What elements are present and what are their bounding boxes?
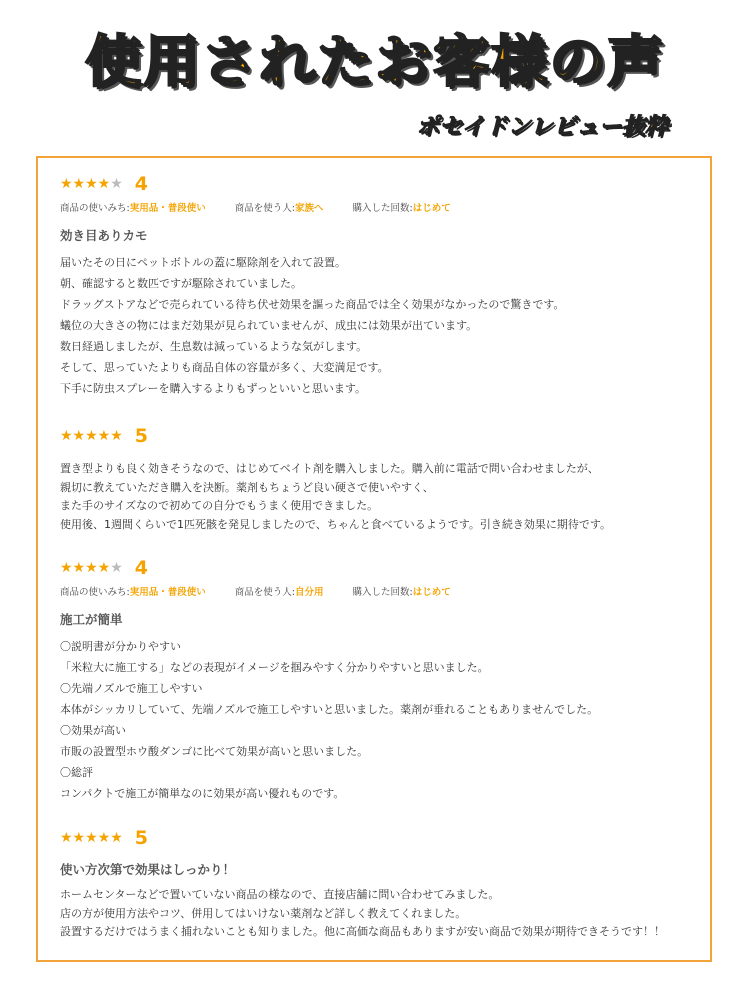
rating-score: 5 — [134, 827, 148, 849]
review-3 — [60, 556, 700, 804]
meta-count: 購入した回数:はじめて — [352, 203, 451, 214]
meta-user: 商品を使う人:自分用 — [234, 587, 324, 598]
review-line: 置き型よりも良く効きそうなので、はじめてベイト剤を購入しました。購入前に電話で問い合わせましたが、 — [60, 462, 599, 475]
review-line: 朝、確認すると数匹ですが駆除されていました。 — [60, 277, 302, 290]
rating-row — [60, 556, 700, 580]
review-meta — [60, 584, 700, 598]
page-title: 使用されたお客様の声 — [85, 30, 665, 95]
rating-row — [60, 424, 700, 448]
star-rating-icon: ★★★★★ — [60, 830, 123, 846]
header-banner — [0, 0, 750, 150]
rating-score: 4 — [134, 557, 148, 579]
review-body — [60, 636, 700, 804]
meta-usage: 商品の使いみち:実用品・普段使い — [60, 203, 206, 214]
review-line: 市販の設置型ホウ酸ダンゴに比べて効果が高いと思いました。 — [60, 745, 369, 758]
review-line: 使用後、1週間くらいで1匹死骸を発見しましたので、ちゃんと食べているようです。引き続き効果に期待です。 — [60, 517, 612, 531]
review-line: 届いたその日にペットボトルの蓋に駆除剤を入れて設置。 — [60, 256, 346, 269]
review-line: 〇総評 — [60, 766, 93, 779]
review-body — [60, 886, 700, 942]
rating-score: 4 — [134, 173, 148, 195]
rating-row — [60, 826, 700, 850]
meta-user: 商品を使う人:家族へ — [234, 203, 324, 214]
review-line: 蟻位の大きさの物にはまだ効果が見られていませんが、成虫には効果が出ています。 — [60, 319, 478, 332]
review-line: 「米粒大に施工する」などの表現がイメージを掴みやすく分かりやすいと思いました。 — [60, 661, 489, 674]
review-line: 〇先端ノズルで施工しやすい — [60, 682, 203, 695]
page-subtitle: ポセイドンレビュー抜粋 — [416, 114, 668, 140]
star-rating-icon: ★★★★★ — [60, 428, 123, 444]
review-title: 効き目ありカモ — [60, 228, 148, 243]
review-body — [60, 252, 700, 399]
review-line: コンパクトで施工が簡単なのに効果が高い優れものです。 — [60, 787, 345, 800]
review-line: そして、思っていたよりも商品自体の容量が多く、大変満足です。 — [60, 361, 389, 374]
rating-row — [60, 172, 700, 196]
review-line: 設置するだけではうまく捕れないことも知りました。他に高価な商品もありますが安い商品で効果が期待できそうです！！ — [60, 925, 665, 938]
review-line: 本体がシッカリしていて、先端ノズルで施工しやすいと思いました。薬剤が垂れることもありませんでした。 — [60, 703, 599, 716]
meta-count: 購入した回数:はじめて — [352, 587, 451, 598]
review-line: ホームセンターなどで置いていない商品の様なので、直接店舗に問い合わせてみました。 — [60, 888, 500, 901]
review-2 — [60, 424, 700, 534]
review-line: 〇効果が高い — [60, 724, 126, 737]
meta-usage: 商品の使いみち:実用品・普段使い — [60, 587, 206, 598]
review-line: 〇説明書が分かりやすい — [60, 640, 181, 653]
review-title: 施工が簡単 — [60, 612, 123, 627]
review-title: 使い方次第で効果はしっかり！ — [60, 862, 236, 877]
review-line: ドラッグストアなどで売られている待ち伏せ効果を謳った商品では全く効果がなかったので驚きです。 — [60, 298, 565, 311]
review-1 — [60, 172, 700, 399]
star-rating-icon: ★★★★★ — [60, 560, 123, 576]
reviews-panel — [36, 156, 712, 962]
review-line: また手のサイズなので初めての自分でもうまく使用できました。 — [60, 499, 379, 512]
rating-score: 5 — [134, 425, 148, 447]
star-rating-icon: ★★★★★ — [60, 176, 123, 192]
review-line: 店の方が使用方法やコツ、併用してはいけない薬剤など詳しく教えてくれました。 — [60, 906, 467, 920]
review-body — [60, 460, 700, 534]
review-4 — [60, 826, 700, 942]
review-line: 親切に教えていただき購入を決断。薬剤もちょうど良い硬さで使いやすく、 — [60, 480, 434, 494]
review-meta — [60, 200, 700, 214]
review-line: 数日経過しましたが、生息数は減っているような気がします。 — [60, 340, 368, 353]
review-line: 下手に防虫スプレーを購入するよりもずっといいと思います。 — [60, 382, 367, 395]
